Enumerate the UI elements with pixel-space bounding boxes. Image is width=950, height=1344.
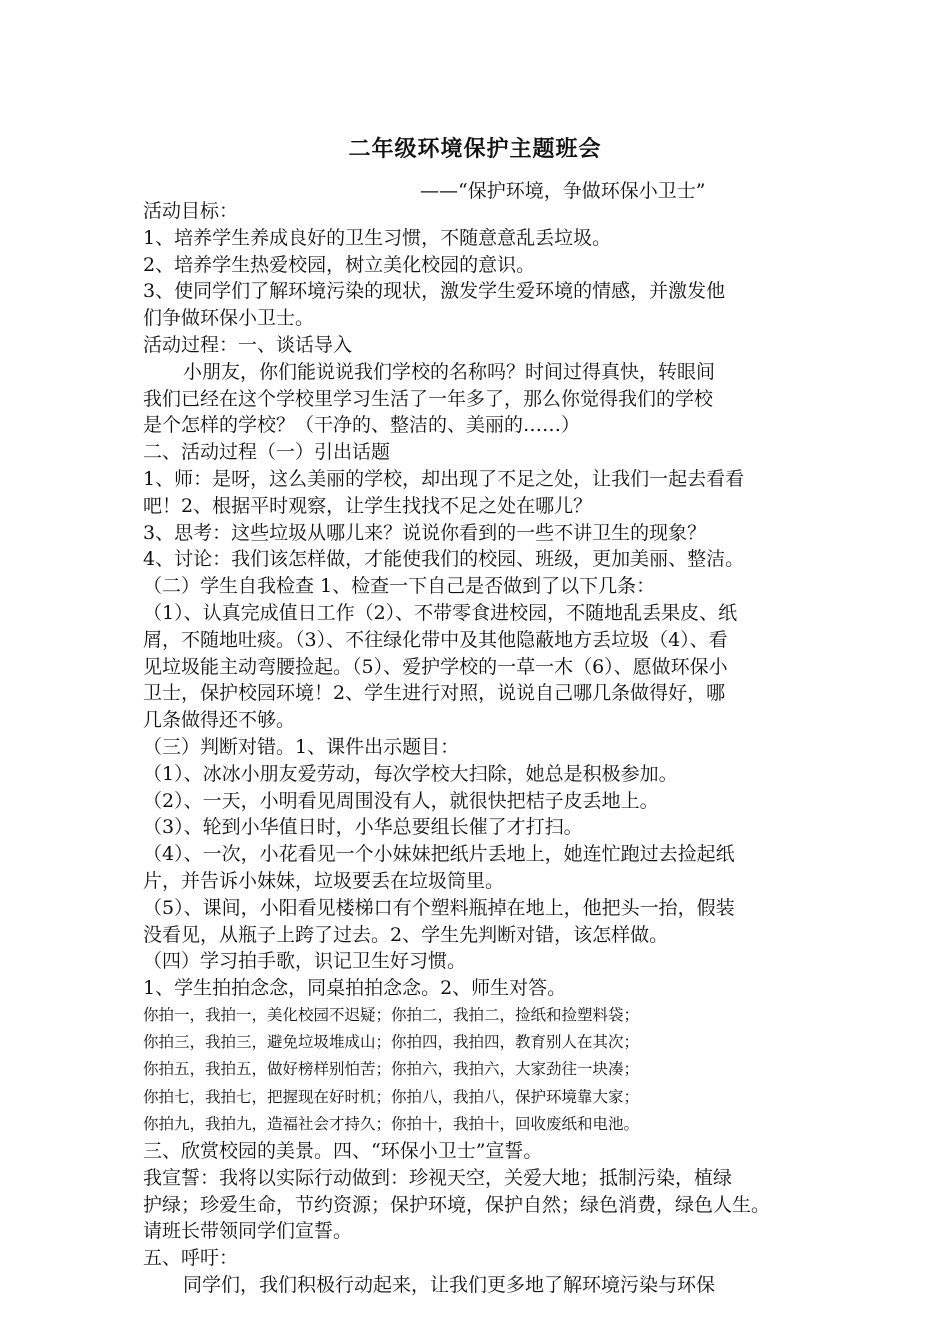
- paragraph-line: 同学们，我们积极行动起来，让我们更多地了解环境污染与环保: [183, 1273, 716, 1296]
- paragraph-line: （三）判断对错。1、课件出示题目：: [143, 735, 460, 758]
- paragraph-line: （四）学习拍手歌，识记卫生好习惯。: [143, 950, 467, 973]
- chant-line: 你拍三，我拍三，避免垃圾堆成山；你拍四，我拍四，教育别人在其次；: [143, 1033, 640, 1052]
- paragraph-line: 我们已经在这个学校里学习生活了一年多了，那么你觉得我们的学校: [143, 387, 714, 410]
- paragraph-line: 卫士，保护校园环境！2、学生进行对照，说说自己哪几条做得好，哪: [143, 682, 726, 705]
- paragraph-line: （5）、课间，小阳看见楼梯口有个塑料瓶掉在地上，他把头一抬，假装: [143, 896, 735, 919]
- paragraph-line: 是个怎样的学校？（干净的、整洁的、美丽的……）: [143, 414, 581, 437]
- paragraph-line: 1、师：是呀，这么美丽的学校，却出现了不足之处，让我们一起去看看: [143, 467, 745, 490]
- paragraph-line: 3、使同学们了解环境污染的现状，激发学生爱环境的情感，并激发他: [143, 280, 726, 303]
- paragraph-line: 没看见，从瓶子上跨了过去。2、学生先判断对错，该怎样做。: [143, 923, 669, 946]
- chant-line: 你拍七，我拍七，把握现在好时机；你拍八，我拍八，保护环境靠大家；: [143, 1087, 640, 1106]
- paragraph-line: 我宣誓：我将以实际行动做到：珍视天空，关爱大地；抵制污染，植绿: [143, 1166, 733, 1189]
- paragraph-line: 吧！2、根据平时观察，让学生找找不足之处在哪儿？: [143, 494, 593, 517]
- document-body: [143, 198, 823, 1299]
- chant-line: 你拍九，我拍九，造福社会才持久；你拍十，我拍十，回收废纸和电池。: [143, 1114, 640, 1133]
- paragraph-line: （2）、一天，小明看见周围没有人，就很快把桔子皮丢地上。: [143, 789, 659, 812]
- paragraph-line: （二）学生自我检查 1、检查一下自己是否做到了以下几条：: [143, 575, 656, 598]
- paragraph-line: 见垃圾能主动弯腰捡起。（5）、爱护学校的一草一木（6）、愿做环保小: [143, 655, 728, 678]
- paragraph-line: 二、活动过程（一）引出话题: [143, 441, 391, 464]
- chant-line: 你拍五，我拍五，做好榜样别怕苦；你拍六，我拍六，大家劲往一块凑；: [143, 1060, 640, 1079]
- paragraph-line: 三、欣赏校园的美景。四、“环保小卫士”宣誓。: [143, 1139, 543, 1162]
- paragraph-line: 小朋友，你们能说说我们学校的名称吗？时间过得真快，转眼间: [183, 360, 716, 383]
- paragraph-line: 活动目标：: [143, 200, 239, 222]
- paragraph-line: 请班长带领同学们宣誓。: [143, 1220, 353, 1243]
- paragraph-line: 屑，不随地吐痰。（3）、不往绿化带中及其他隐蔽地方丢垃圾（4）、看: [143, 628, 728, 651]
- paragraph-line: 片，并告诉小妹妹，垃圾要丢在垃圾筒里。: [143, 869, 505, 892]
- paragraph-line: 几条做得还不够。: [143, 709, 296, 732]
- paragraph-line: （1）、冰冰小朋友爱劳动，每次学校大扫除，她总是积极参加。: [143, 762, 678, 785]
- document-title: 二年级环境保护主题班会: [348, 136, 602, 162]
- paragraph-line: 活动过程：一、谈话导入: [143, 333, 353, 356]
- paragraph-line: （1）、认真完成值日工作（2）、不带零食进校园，不随地乱丢果皮、纸: [143, 601, 738, 624]
- paragraph-line: 4、讨论：我们该怎样做，才能使我们的校园、班级，更加美丽、整洁。: [143, 548, 745, 571]
- paragraph-line: 护绿；珍爱生命，节约资源；保护环境，保护自然；绿色消费，绿色人生。: [143, 1193, 771, 1216]
- paragraph-line: 2、培养学生热爱校园，树立美化校园的意识。: [143, 253, 536, 276]
- chant-line: 你拍一，我拍一，美化校园不迟疑；你拍二，我拍二，捡纸和捡塑料袋；: [143, 1005, 640, 1024]
- paragraph-line: 3、思考：这些垃圾从哪儿来？说说你看到的一些不讲卫生的现象？: [143, 521, 707, 544]
- paragraph-line: （3）、轮到小华值日时，小华总要组长催了才打扫。: [143, 816, 583, 839]
- paragraph-line: 五、呼吁：: [143, 1247, 239, 1270]
- paragraph-line: （4）、一次，小花看见一个小妹妹把纸片丢地上，她连忙跑过去捡起纸: [143, 843, 735, 866]
- paragraph-line: 1、培养学生养成良好的卫生习惯，不随意意乱丢垃圾。: [143, 226, 612, 249]
- document-subtitle: ——“保护环境，争做环保小卫士”: [420, 180, 706, 202]
- paragraph-line: 1、学生拍拍念念，同桌拍拍念念。2、师生对答。: [143, 977, 567, 1000]
- paragraph-line: 们争做环保小卫士。: [143, 307, 315, 330]
